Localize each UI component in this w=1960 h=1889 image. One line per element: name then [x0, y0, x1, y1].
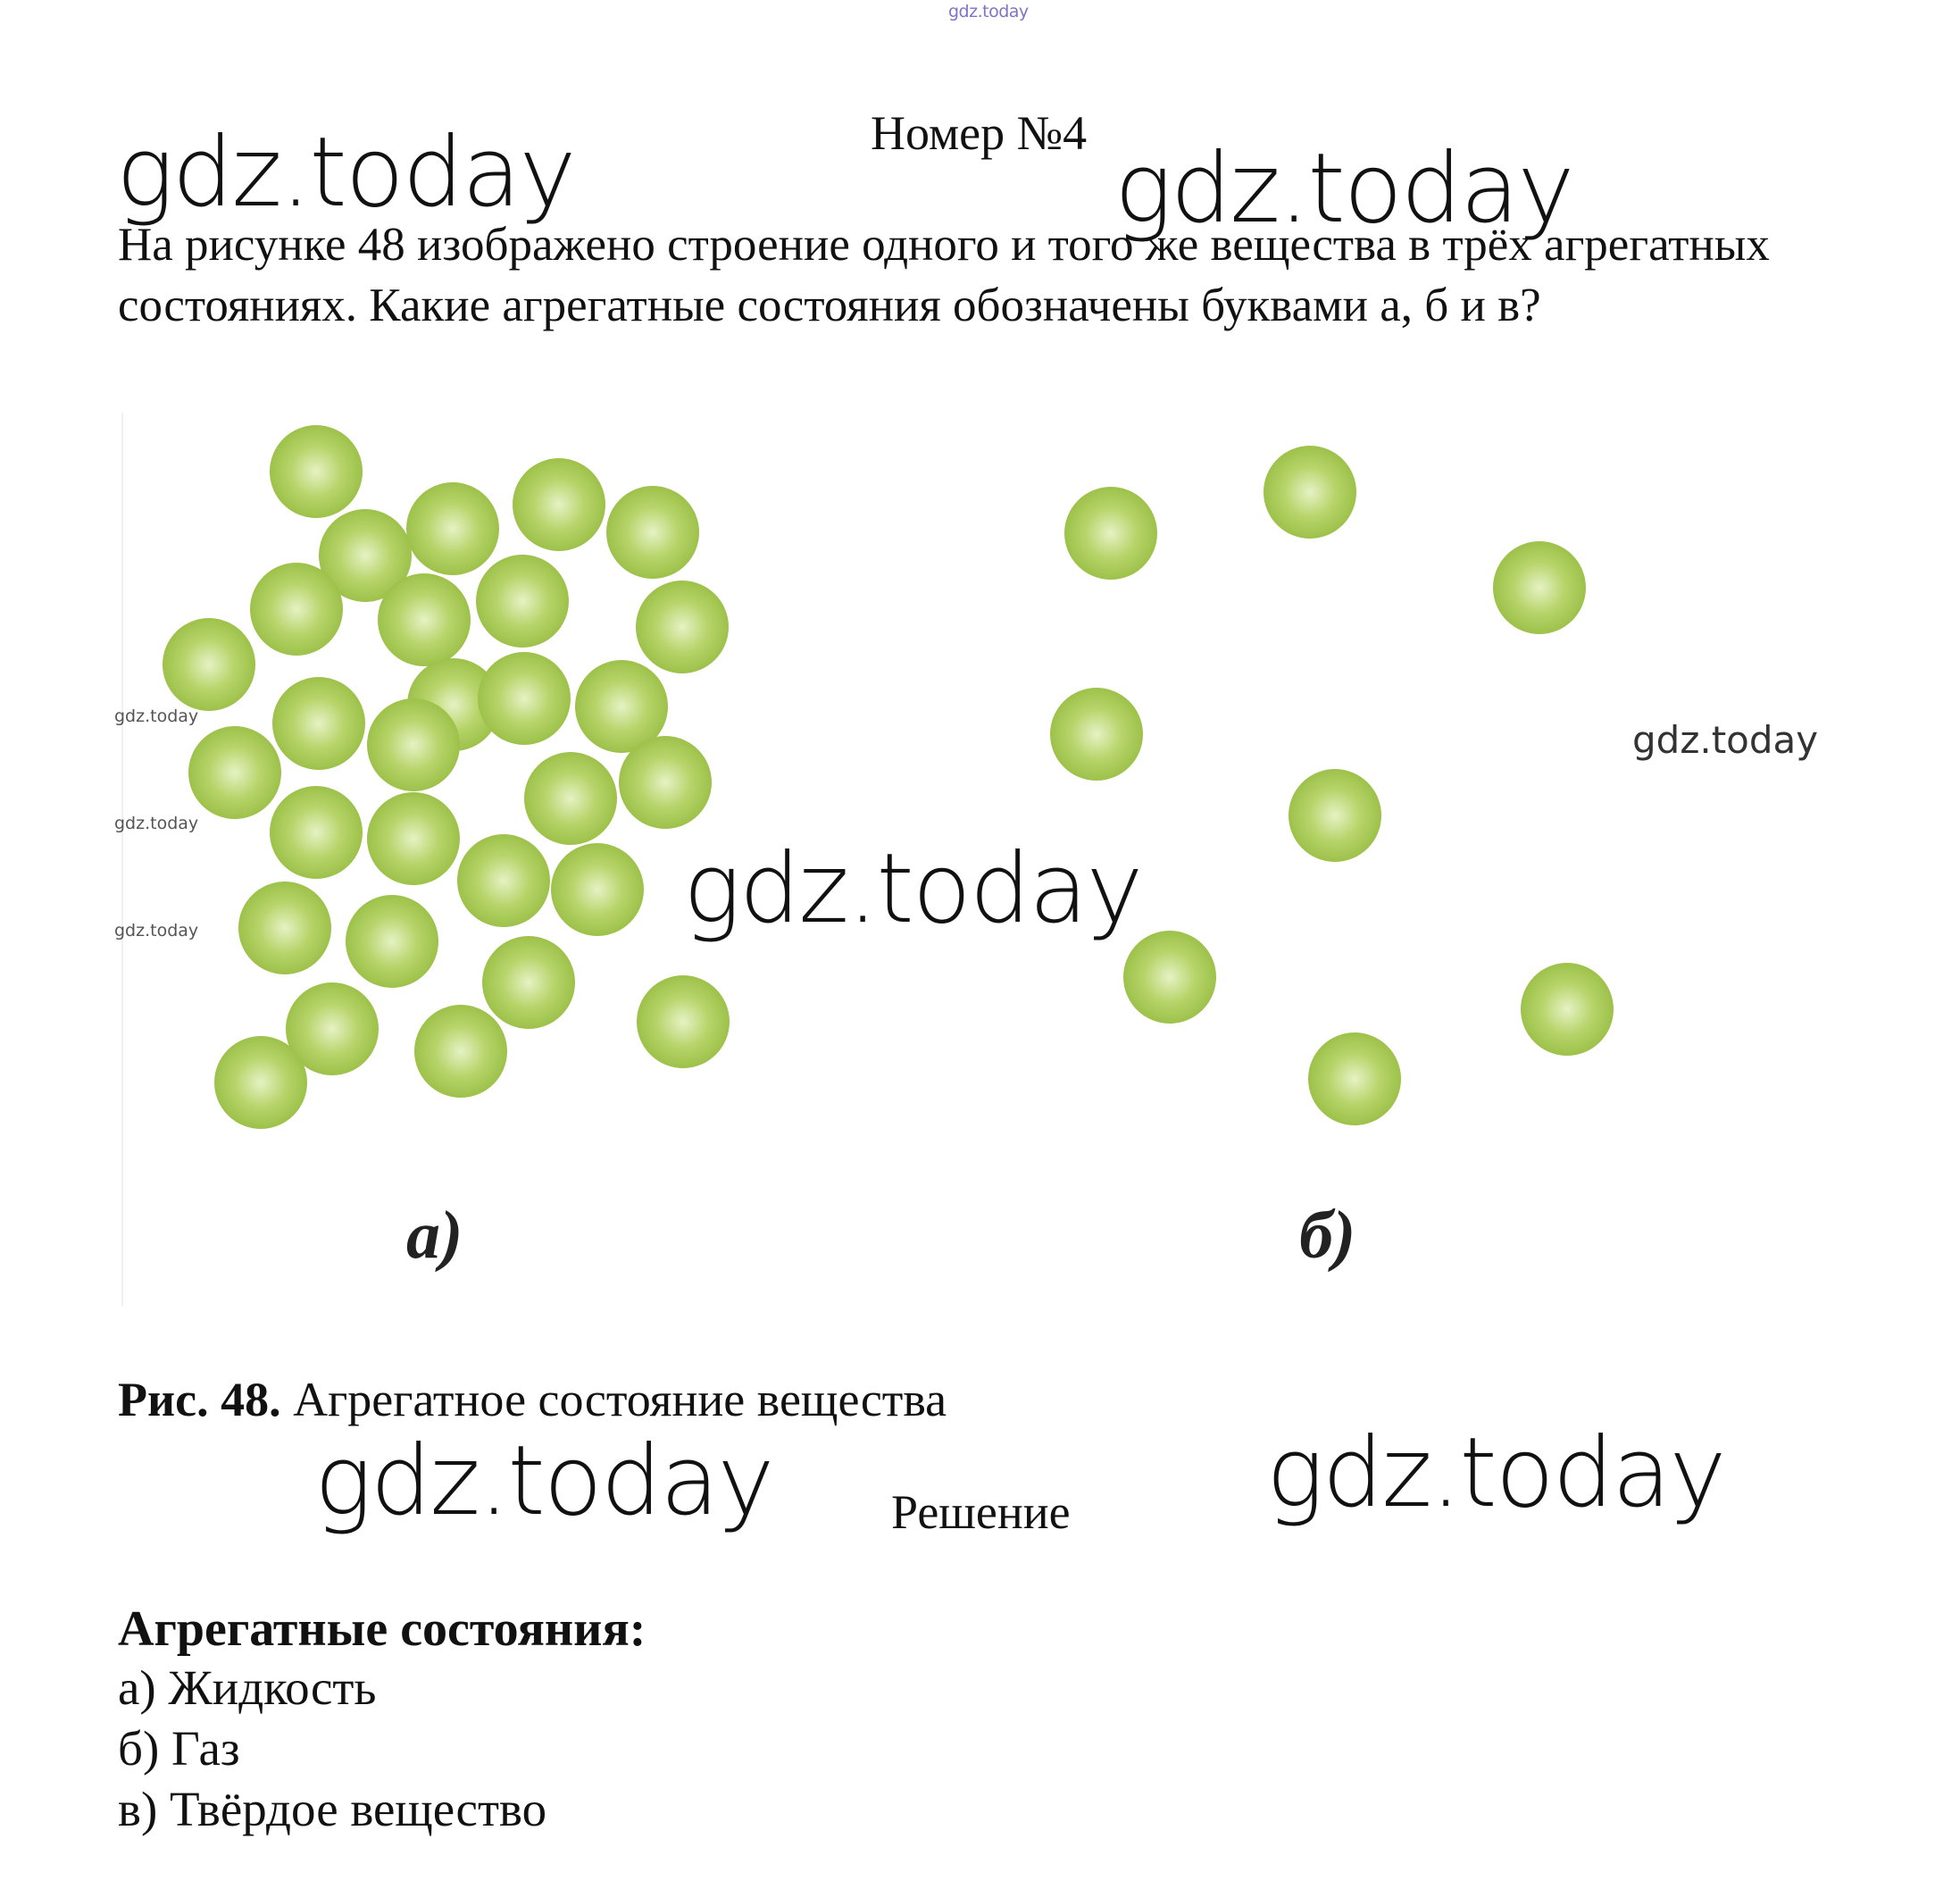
particles-gas	[1050, 446, 1614, 1125]
particle	[188, 726, 281, 819]
figure-label-a: а)	[406, 1198, 463, 1273]
particle	[346, 895, 438, 988]
particle	[636, 581, 729, 673]
particle	[270, 786, 363, 879]
particle	[238, 882, 331, 974]
answer-item: а) Жидкость	[118, 1660, 377, 1715]
watermark-top: gdz.today	[948, 2, 1029, 21]
particle	[478, 652, 571, 745]
watermark-large: gdz.today	[116, 117, 575, 229]
particle	[1050, 688, 1143, 781]
answer-item: в) Твёрдое вещество	[118, 1782, 547, 1836]
answer-item: б) Газ	[118, 1721, 240, 1776]
caption-text: Агрегатное состояние вещества	[293, 1373, 947, 1426]
particle	[619, 736, 712, 829]
solution-label: Решение	[891, 1485, 1071, 1539]
problem-title: Номер №4	[871, 106, 1088, 160]
particle	[414, 1005, 507, 1098]
particle	[457, 834, 550, 927]
particle	[214, 1036, 307, 1129]
watermark-large: gdz.today	[683, 833, 1142, 945]
answer-heading: Агрегатные состояния:	[118, 1601, 646, 1657]
caption-number: Рис. 48.	[118, 1373, 281, 1426]
particle	[1493, 541, 1586, 634]
particle	[637, 975, 730, 1068]
particle	[272, 677, 365, 770]
particle	[1064, 487, 1157, 580]
figure-caption	[118, 1375, 947, 1424]
watermark-large: gdz.today	[1266, 1417, 1725, 1529]
watermark-small: gdz.today	[114, 814, 199, 833]
particle	[1521, 963, 1614, 1056]
particle	[524, 752, 617, 845]
particle	[378, 573, 471, 666]
particle	[1264, 446, 1356, 539]
watermark-small: gdz.today	[114, 706, 199, 726]
particle	[406, 482, 499, 575]
particle	[367, 698, 460, 791]
particle	[270, 425, 363, 518]
watermark-large: gdz.today	[1114, 133, 1573, 245]
particles-liquid	[163, 425, 730, 1129]
watermark-medium: gdz.today	[1632, 718, 1819, 762]
particle	[513, 458, 605, 551]
particle	[1289, 769, 1381, 862]
watermark-small: gdz.today	[114, 921, 199, 940]
particle	[367, 792, 460, 885]
particle	[606, 486, 699, 579]
particle	[250, 563, 343, 656]
problem-statement: На рисунке 48 изображено строение одного и того же вещества в трёх агрегатных состояниях. Какие агрегатные состояния обозначены буквами а, б и в?	[118, 219, 1770, 331]
particle	[1308, 1032, 1401, 1125]
figure-label-b: б)	[1299, 1198, 1356, 1273]
particle	[476, 555, 569, 648]
particle	[482, 936, 575, 1029]
particle	[551, 843, 644, 936]
watermark-large: gdz.today	[314, 1425, 773, 1537]
particle	[163, 618, 255, 711]
